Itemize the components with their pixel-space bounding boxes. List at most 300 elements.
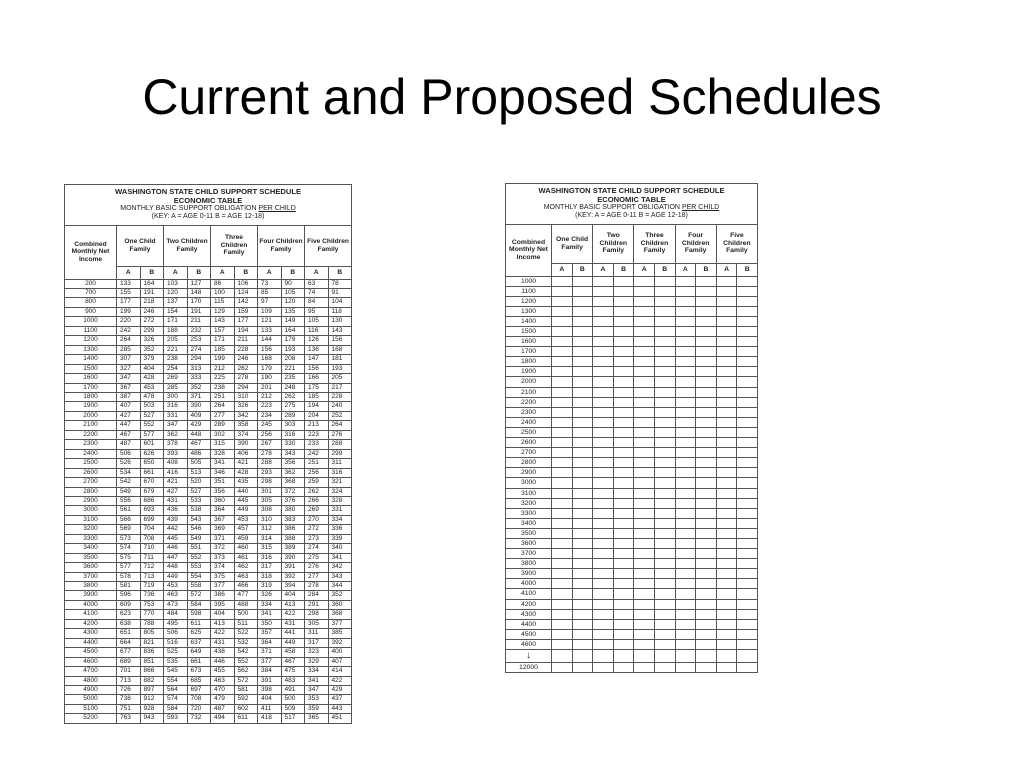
empty-value-cell bbox=[696, 316, 717, 326]
value-cell: 220 bbox=[117, 317, 141, 326]
empty-value-cell bbox=[737, 488, 758, 498]
empty-value-cell bbox=[613, 599, 634, 609]
value-cell: 421 bbox=[164, 478, 188, 487]
empty-value-cell bbox=[572, 639, 593, 649]
empty-value-cell bbox=[675, 276, 696, 286]
income-cell: 700 bbox=[65, 288, 117, 297]
value-cell: 347 bbox=[305, 686, 329, 695]
empty-value-cell bbox=[675, 650, 696, 663]
table-row bbox=[65, 582, 352, 591]
value-cell: 453 bbox=[140, 383, 164, 392]
empty-value-cell bbox=[696, 589, 717, 599]
income-cell: 3900 bbox=[506, 569, 552, 579]
empty-value-cell bbox=[593, 528, 614, 538]
empty-value-cell bbox=[572, 498, 593, 508]
value-cell: 788 bbox=[140, 619, 164, 628]
empty-value-cell bbox=[696, 569, 717, 579]
income-cell: 4800 bbox=[65, 676, 117, 685]
empty-value-cell bbox=[696, 306, 717, 316]
age-b-header: B bbox=[187, 266, 211, 279]
value-cell: 882 bbox=[140, 676, 164, 685]
value-cell: 551 bbox=[187, 544, 211, 553]
table-row bbox=[506, 538, 758, 548]
income-cell: 1200 bbox=[65, 336, 117, 345]
value-cell: 156 bbox=[258, 345, 282, 354]
table-row bbox=[506, 609, 758, 619]
table-row bbox=[65, 515, 352, 524]
empty-value-cell bbox=[613, 488, 634, 498]
empty-value-cell bbox=[572, 518, 593, 528]
empty-value-cell bbox=[654, 589, 675, 599]
empty-value-cell bbox=[613, 663, 634, 673]
table-row bbox=[506, 397, 758, 407]
value-cell: 440 bbox=[234, 487, 258, 496]
value-cell: 373 bbox=[211, 553, 235, 562]
value-cell: 326 bbox=[140, 336, 164, 345]
empty-value-cell bbox=[716, 448, 737, 458]
value-cell: 467 bbox=[117, 430, 141, 439]
value-cell: 371 bbox=[258, 648, 282, 657]
empty-value-cell bbox=[696, 650, 717, 663]
income-cell: 1900 bbox=[65, 402, 117, 411]
value-cell: 404 bbox=[281, 591, 305, 600]
table-row bbox=[65, 553, 352, 562]
value-cell: 164 bbox=[140, 279, 164, 288]
empty-value-cell bbox=[552, 478, 573, 488]
empty-value-cell bbox=[572, 619, 593, 629]
empty-value-cell bbox=[675, 589, 696, 599]
income-cell: 3000 bbox=[65, 506, 117, 515]
empty-value-cell bbox=[613, 397, 634, 407]
value-cell: 252 bbox=[328, 411, 352, 420]
family-header: Three Children Family bbox=[634, 224, 675, 263]
value-cell: 526 bbox=[117, 459, 141, 468]
empty-value-cell bbox=[552, 407, 573, 417]
value-cell: 342 bbox=[328, 563, 352, 572]
value-cell: 191 bbox=[140, 288, 164, 297]
value-cell: 392 bbox=[328, 638, 352, 647]
empty-value-cell bbox=[737, 599, 758, 609]
value-cell: 327 bbox=[117, 364, 141, 373]
empty-value-cell bbox=[654, 579, 675, 589]
table-row bbox=[506, 468, 758, 478]
empty-value-cell bbox=[613, 619, 634, 629]
empty-value-cell bbox=[654, 427, 675, 437]
empty-value-cell bbox=[552, 458, 573, 468]
proposed-schedule-body bbox=[506, 276, 758, 673]
value-cell: 404 bbox=[258, 695, 282, 704]
value-cell: 109 bbox=[258, 307, 282, 316]
income-cell: 1000 bbox=[65, 317, 117, 326]
value-cell: 190 bbox=[258, 374, 282, 383]
value-cell: 562 bbox=[234, 667, 258, 676]
empty-value-cell bbox=[552, 468, 573, 478]
empty-value-cell bbox=[696, 468, 717, 478]
value-cell: 805 bbox=[140, 629, 164, 638]
table-row bbox=[65, 421, 352, 430]
value-cell: 105 bbox=[305, 317, 329, 326]
value-cell: 488 bbox=[234, 600, 258, 609]
empty-value-cell bbox=[675, 528, 696, 538]
empty-value-cell bbox=[593, 663, 614, 673]
table-row bbox=[65, 307, 352, 316]
income-cell: 4400 bbox=[65, 638, 117, 647]
table-row bbox=[506, 286, 758, 296]
empty-value-cell bbox=[593, 629, 614, 639]
empty-value-cell bbox=[654, 518, 675, 528]
value-cell: 459 bbox=[234, 534, 258, 543]
value-cell: 326 bbox=[258, 591, 282, 600]
value-cell: 577 bbox=[140, 430, 164, 439]
table-row bbox=[506, 337, 758, 347]
value-cell: 928 bbox=[140, 704, 164, 713]
value-cell: 453 bbox=[164, 582, 188, 591]
empty-value-cell bbox=[696, 276, 717, 286]
income-cell: 1400 bbox=[506, 316, 552, 326]
family-header: Three Children Family bbox=[211, 225, 258, 266]
income-cell: 2900 bbox=[65, 496, 117, 505]
value-cell: 453 bbox=[234, 515, 258, 524]
value-cell: 387 bbox=[117, 392, 141, 401]
value-cell: 463 bbox=[211, 676, 235, 685]
empty-value-cell bbox=[572, 650, 593, 663]
empty-value-cell bbox=[675, 347, 696, 357]
income-cell: 3300 bbox=[65, 534, 117, 543]
empty-value-cell bbox=[654, 528, 675, 538]
value-cell: 711 bbox=[140, 553, 164, 562]
empty-value-cell bbox=[593, 327, 614, 337]
empty-value-cell bbox=[675, 629, 696, 639]
table-row bbox=[65, 667, 352, 676]
empty-value-cell bbox=[593, 397, 614, 407]
empty-value-cell bbox=[716, 579, 737, 589]
income-cell: 4600 bbox=[65, 657, 117, 666]
empty-value-cell bbox=[613, 427, 634, 437]
value-cell: 506 bbox=[117, 449, 141, 458]
table-row bbox=[506, 387, 758, 397]
value-cell: 317 bbox=[258, 563, 282, 572]
value-cell: 581 bbox=[117, 582, 141, 591]
empty-value-cell bbox=[696, 347, 717, 357]
table-row bbox=[65, 629, 352, 638]
value-cell: 503 bbox=[140, 402, 164, 411]
table-row bbox=[65, 364, 352, 373]
empty-value-cell bbox=[654, 609, 675, 619]
income-cell: 3200 bbox=[506, 498, 552, 508]
empty-value-cell bbox=[572, 468, 593, 478]
value-cell: 221 bbox=[281, 364, 305, 373]
empty-value-cell bbox=[737, 327, 758, 337]
value-cell: 400 bbox=[328, 648, 352, 657]
empty-value-cell bbox=[634, 549, 655, 559]
empty-value-cell bbox=[613, 569, 634, 579]
value-cell: 467 bbox=[281, 657, 305, 666]
income-cell: 4000 bbox=[65, 600, 117, 609]
income-cell: 4100 bbox=[506, 589, 552, 599]
value-cell: 574 bbox=[164, 695, 188, 704]
value-cell: 97 bbox=[258, 298, 282, 307]
current-schedule-table bbox=[64, 184, 352, 724]
income-column-header: Combined Monthly Net Income bbox=[65, 225, 117, 279]
value-cell: 561 bbox=[117, 506, 141, 515]
empty-value-cell bbox=[613, 296, 634, 306]
income-cell: 3800 bbox=[65, 582, 117, 591]
empty-value-cell bbox=[716, 417, 737, 427]
value-cell: 193 bbox=[281, 345, 305, 354]
empty-value-cell bbox=[552, 347, 573, 357]
value-cell: 554 bbox=[164, 676, 188, 685]
value-cell: 305 bbox=[258, 496, 282, 505]
empty-value-cell bbox=[552, 549, 573, 559]
value-cell: 341 bbox=[328, 553, 352, 562]
value-cell: 697 bbox=[187, 686, 211, 695]
value-cell: 353 bbox=[305, 695, 329, 704]
value-cell: 156 bbox=[328, 336, 352, 345]
value-cell: 137 bbox=[164, 298, 188, 307]
empty-value-cell bbox=[716, 663, 737, 673]
empty-value-cell bbox=[654, 619, 675, 629]
empty-value-cell bbox=[654, 663, 675, 673]
empty-value-cell bbox=[716, 468, 737, 478]
value-cell: 601 bbox=[140, 440, 164, 449]
value-cell: 212 bbox=[258, 392, 282, 401]
empty-value-cell bbox=[634, 357, 655, 367]
income-cell: 1100 bbox=[65, 326, 117, 335]
value-cell: 170 bbox=[187, 298, 211, 307]
empty-value-cell bbox=[613, 538, 634, 548]
value-cell: 143 bbox=[328, 326, 352, 335]
empty-value-cell bbox=[552, 650, 573, 663]
value-cell: 340 bbox=[328, 544, 352, 553]
value-cell: 545 bbox=[164, 667, 188, 676]
income-cell: 4300 bbox=[65, 629, 117, 638]
value-cell: 398 bbox=[258, 686, 282, 695]
value-cell: 144 bbox=[258, 336, 282, 345]
income-column-header: Combined Monthly Net Income bbox=[506, 224, 552, 276]
value-cell: 392 bbox=[281, 572, 305, 581]
value-cell: 238 bbox=[164, 355, 188, 364]
empty-value-cell bbox=[634, 438, 655, 448]
value-cell: 509 bbox=[281, 704, 305, 713]
empty-value-cell bbox=[716, 296, 737, 306]
empty-value-cell bbox=[552, 337, 573, 347]
age-a-header: A bbox=[117, 266, 141, 279]
empty-value-cell bbox=[634, 347, 655, 357]
empty-value-cell bbox=[552, 448, 573, 458]
income-cell: 2200 bbox=[506, 397, 552, 407]
value-cell: 661 bbox=[187, 657, 211, 666]
empty-value-cell bbox=[613, 417, 634, 427]
value-cell: 389 bbox=[281, 544, 305, 553]
age-a-header: A bbox=[552, 263, 573, 276]
table-row bbox=[65, 392, 352, 401]
empty-value-cell bbox=[654, 407, 675, 417]
empty-value-cell bbox=[552, 488, 573, 498]
value-cell: 592 bbox=[234, 695, 258, 704]
empty-value-cell bbox=[552, 397, 573, 407]
value-cell: 371 bbox=[211, 534, 235, 543]
value-cell: 106 bbox=[234, 279, 258, 288]
value-cell: 479 bbox=[211, 695, 235, 704]
table-row bbox=[506, 407, 758, 417]
value-cell: 171 bbox=[211, 336, 235, 345]
value-cell: 458 bbox=[281, 648, 305, 657]
value-cell: 770 bbox=[140, 610, 164, 619]
empty-value-cell bbox=[593, 549, 614, 559]
empty-value-cell bbox=[593, 639, 614, 649]
value-cell: 534 bbox=[117, 468, 141, 477]
value-cell: 347 bbox=[164, 421, 188, 430]
value-cell: 368 bbox=[281, 478, 305, 487]
table-row bbox=[65, 525, 352, 534]
empty-value-cell bbox=[572, 579, 593, 589]
empty-value-cell bbox=[716, 549, 737, 559]
value-cell: 254 bbox=[164, 364, 188, 373]
empty-value-cell bbox=[552, 663, 573, 673]
empty-value-cell bbox=[593, 347, 614, 357]
income-cell: 4600 bbox=[506, 639, 552, 649]
income-cell: 2500 bbox=[65, 459, 117, 468]
value-cell: 543 bbox=[187, 515, 211, 524]
empty-value-cell bbox=[737, 407, 758, 417]
value-cell: 124 bbox=[234, 288, 258, 297]
value-cell: 393 bbox=[164, 449, 188, 458]
table-row bbox=[506, 276, 758, 286]
value-cell: 763 bbox=[117, 714, 141, 723]
empty-value-cell bbox=[572, 337, 593, 347]
empty-value-cell bbox=[696, 488, 717, 498]
empty-value-cell bbox=[634, 518, 655, 528]
value-cell: 593 bbox=[164, 714, 188, 723]
empty-value-cell bbox=[737, 650, 758, 663]
value-cell: 637 bbox=[187, 638, 211, 647]
value-cell: 133 bbox=[117, 279, 141, 288]
value-cell: 371 bbox=[187, 392, 211, 401]
income-cell: 2700 bbox=[65, 478, 117, 487]
empty-value-cell bbox=[716, 639, 737, 649]
empty-value-cell bbox=[696, 619, 717, 629]
value-cell: 333 bbox=[187, 374, 211, 383]
value-cell: 251 bbox=[211, 392, 235, 401]
income-cell: 2800 bbox=[65, 487, 117, 496]
value-cell: 317 bbox=[305, 638, 329, 647]
empty-value-cell bbox=[737, 367, 758, 377]
empty-value-cell bbox=[634, 508, 655, 518]
value-cell: 649 bbox=[187, 648, 211, 657]
value-cell: 318 bbox=[258, 572, 282, 581]
value-cell: 552 bbox=[234, 657, 258, 666]
value-cell: 321 bbox=[328, 478, 352, 487]
empty-value-cell bbox=[737, 357, 758, 367]
value-cell: 328 bbox=[211, 449, 235, 458]
value-cell: 713 bbox=[117, 676, 141, 685]
table-subtitle-underlined: PER CHILD bbox=[258, 205, 296, 213]
empty-value-cell bbox=[572, 508, 593, 518]
empty-value-cell bbox=[696, 629, 717, 639]
value-cell: 625 bbox=[187, 629, 211, 638]
value-cell: 352 bbox=[187, 383, 211, 392]
value-cell: 351 bbox=[211, 478, 235, 487]
empty-value-cell bbox=[634, 629, 655, 639]
value-cell: 360 bbox=[328, 600, 352, 609]
empty-value-cell bbox=[572, 427, 593, 437]
empty-value-cell bbox=[593, 417, 614, 427]
value-cell: 463 bbox=[164, 591, 188, 600]
value-cell: 253 bbox=[187, 336, 211, 345]
empty-value-cell bbox=[593, 589, 614, 599]
value-cell: 293 bbox=[258, 468, 282, 477]
table-row bbox=[506, 579, 758, 589]
value-cell: 699 bbox=[140, 515, 164, 524]
value-cell: 418 bbox=[258, 714, 282, 723]
value-cell: 395 bbox=[211, 600, 235, 609]
empty-value-cell bbox=[737, 448, 758, 458]
value-cell: 341 bbox=[211, 459, 235, 468]
empty-value-cell bbox=[634, 306, 655, 316]
value-cell: 294 bbox=[187, 355, 211, 364]
value-cell: 409 bbox=[187, 411, 211, 420]
value-cell: 217 bbox=[328, 383, 352, 392]
empty-value-cell bbox=[737, 609, 758, 619]
value-cell: 235 bbox=[281, 374, 305, 383]
age-a-header: A bbox=[211, 266, 235, 279]
empty-value-cell bbox=[613, 468, 634, 478]
value-cell: 272 bbox=[140, 317, 164, 326]
value-cell: 549 bbox=[187, 534, 211, 543]
empty-value-cell bbox=[634, 296, 655, 306]
value-cell: 414 bbox=[328, 667, 352, 676]
value-cell: 266 bbox=[305, 496, 329, 505]
income-cell: 3400 bbox=[506, 518, 552, 528]
empty-value-cell bbox=[716, 286, 737, 296]
value-cell: 194 bbox=[234, 326, 258, 335]
empty-value-cell bbox=[716, 397, 737, 407]
value-cell: 463 bbox=[234, 572, 258, 581]
value-cell: 301 bbox=[258, 487, 282, 496]
table-key: (KEY: A = AGE 0-11 B = AGE 12-18) bbox=[151, 213, 265, 221]
empty-value-cell bbox=[634, 619, 655, 629]
age-b-header: B bbox=[281, 266, 305, 279]
current-schedule-body bbox=[65, 279, 352, 723]
value-cell: 404 bbox=[140, 364, 164, 373]
income-cell: 800 bbox=[65, 298, 117, 307]
empty-value-cell bbox=[716, 589, 737, 599]
value-cell: 256 bbox=[305, 468, 329, 477]
value-cell: 90 bbox=[281, 279, 305, 288]
empty-value-cell bbox=[675, 538, 696, 548]
empty-value-cell bbox=[552, 569, 573, 579]
empty-value-cell bbox=[675, 549, 696, 559]
value-cell: 431 bbox=[281, 619, 305, 628]
income-cell: 2000 bbox=[65, 411, 117, 420]
value-cell: 569 bbox=[117, 525, 141, 534]
value-cell: 135 bbox=[281, 307, 305, 316]
value-cell: 575 bbox=[117, 553, 141, 562]
empty-value-cell bbox=[572, 629, 593, 639]
table-row bbox=[506, 528, 758, 538]
empty-value-cell bbox=[572, 377, 593, 387]
age-b-header: B bbox=[737, 263, 758, 276]
empty-value-cell bbox=[675, 559, 696, 569]
value-cell: 168 bbox=[328, 345, 352, 354]
value-cell: 362 bbox=[164, 430, 188, 439]
empty-value-cell bbox=[552, 276, 573, 286]
empty-value-cell bbox=[675, 367, 696, 377]
table-row bbox=[506, 367, 758, 377]
empty-value-cell bbox=[654, 377, 675, 387]
table-subtitle-underlined: PER CHILD bbox=[681, 204, 720, 212]
empty-value-cell bbox=[593, 427, 614, 437]
